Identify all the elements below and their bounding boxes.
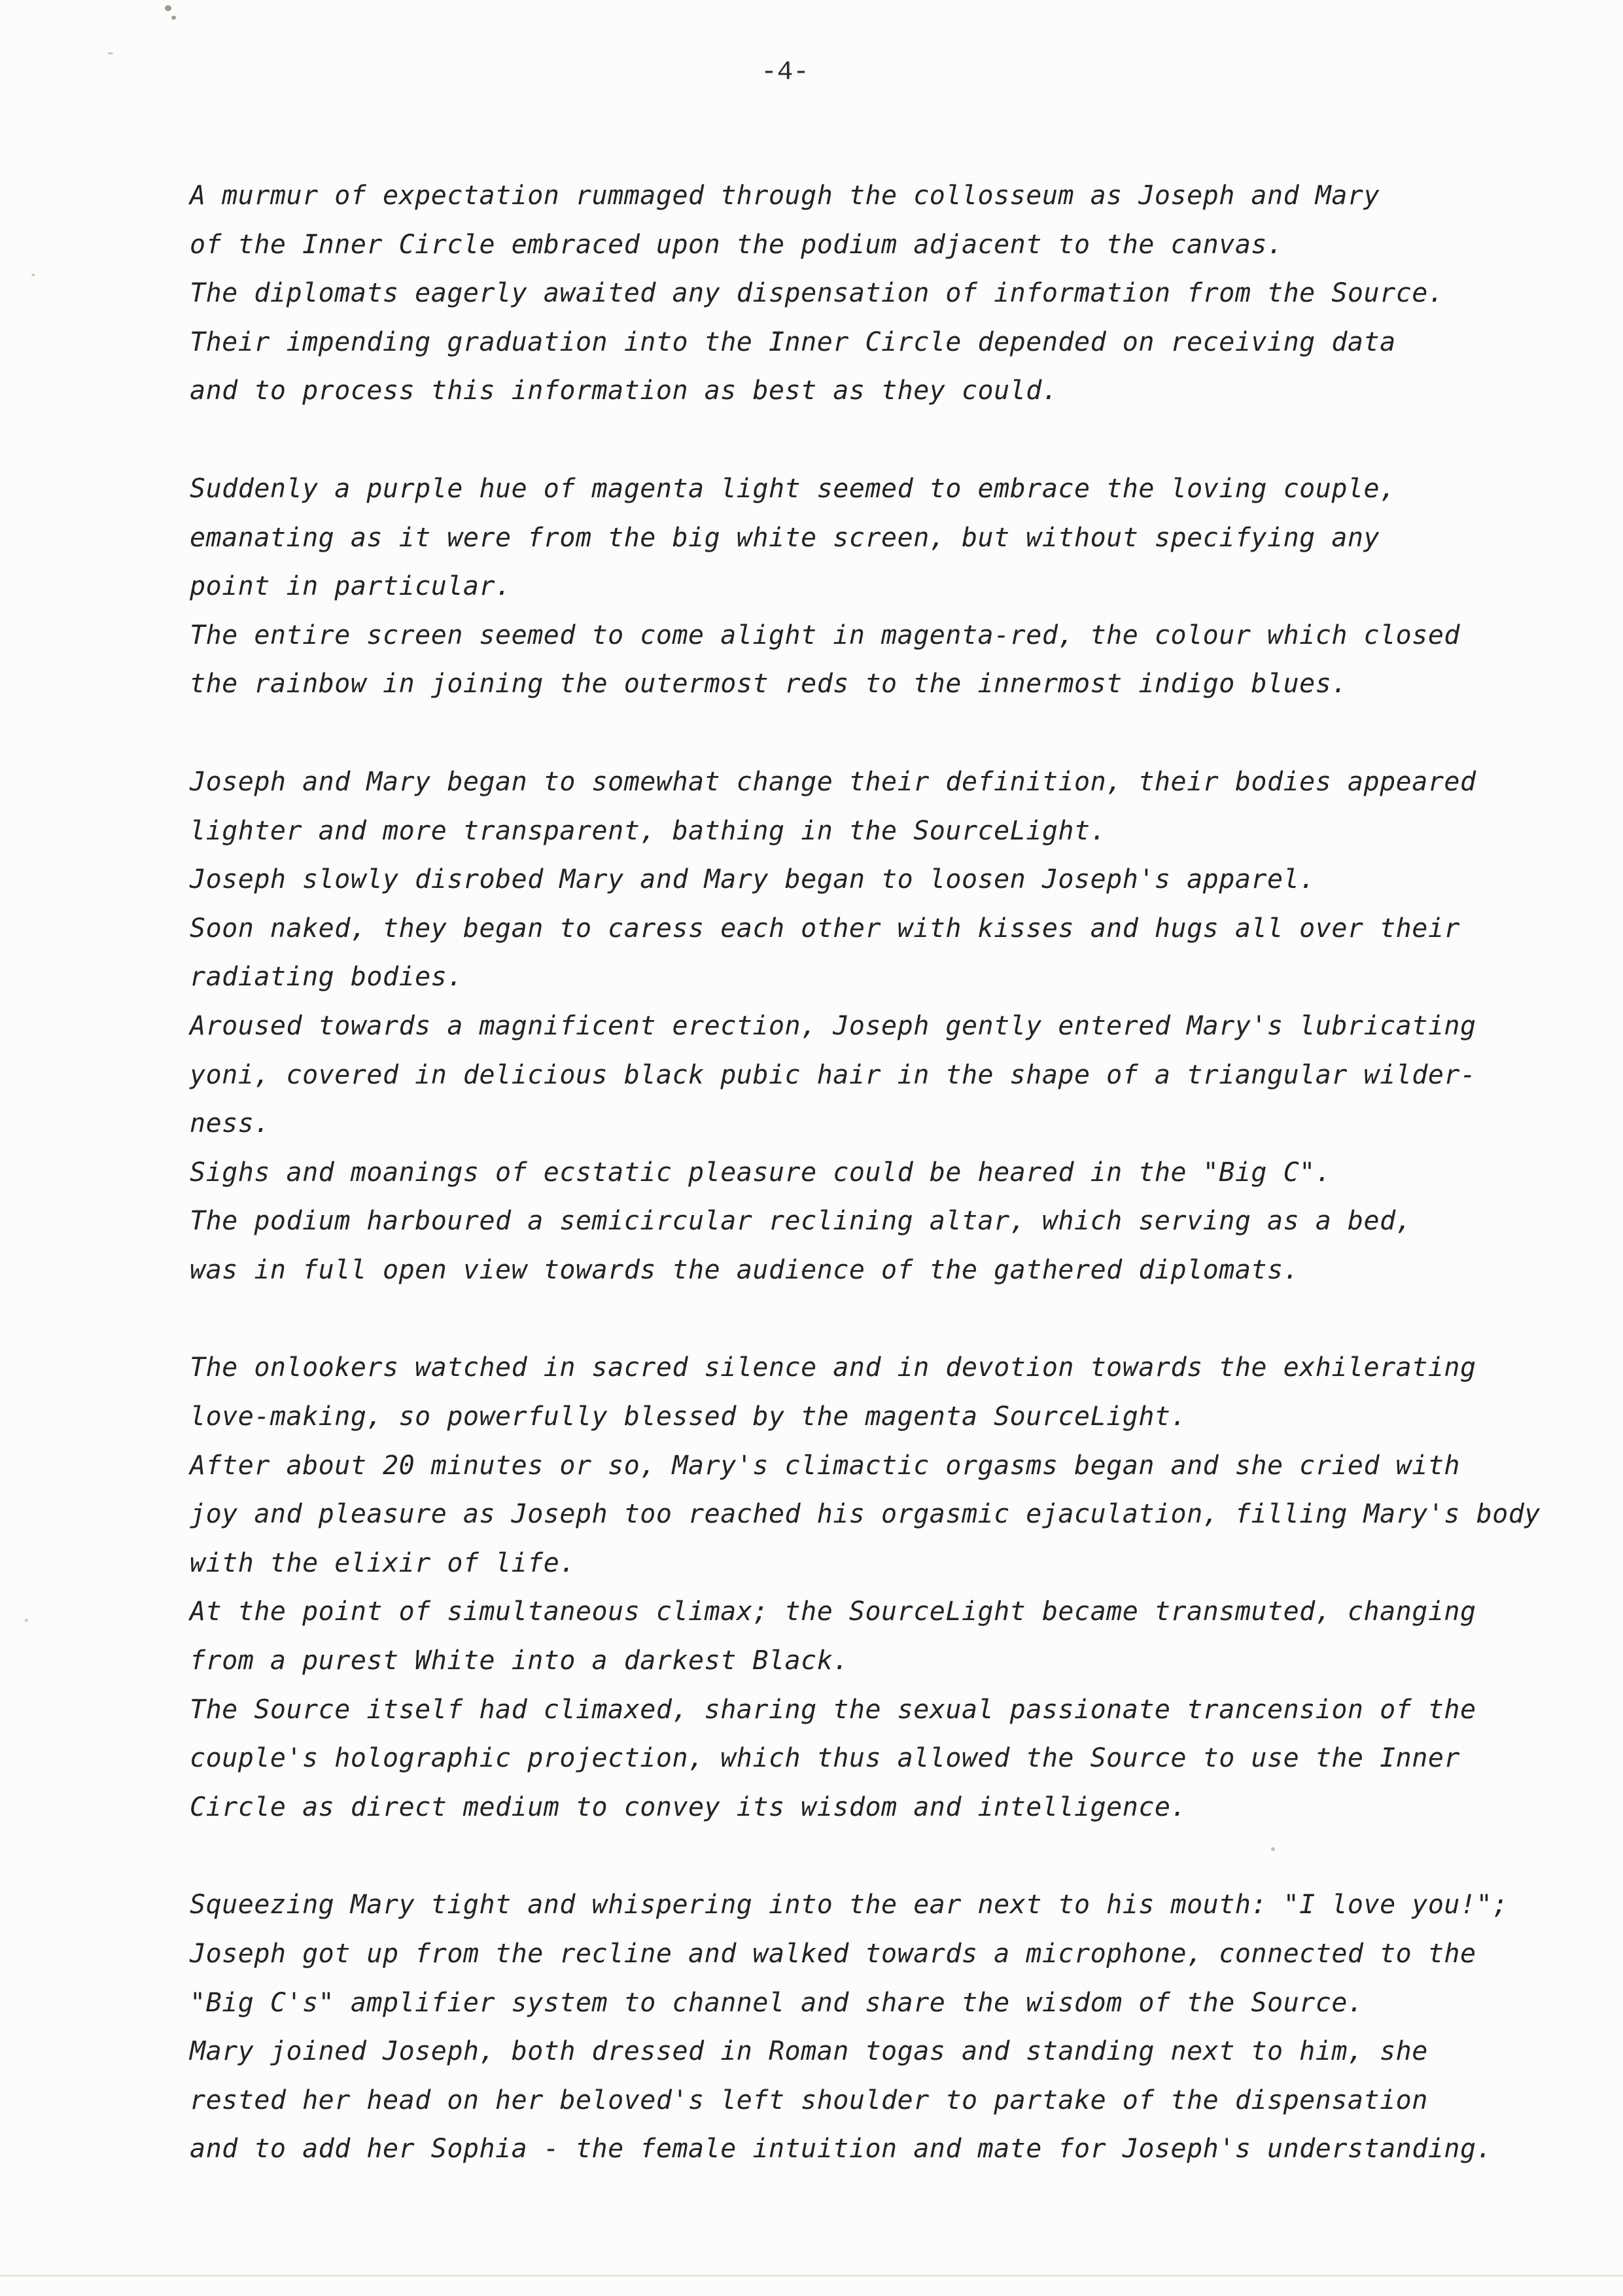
text-line: Joseph slowly disrobed Mary and Mary began to loosen Joseph's apparel. — [190, 864, 1316, 895]
text-line: ness. — [190, 1108, 270, 1139]
text-line: lighter and more transparent, bathing in the SourceLight. — [190, 815, 1107, 846]
bottom-edge-rule — [0, 2275, 1623, 2276]
text-line: The entire screen seemed to come alight in magenta-red, the colour which closed — [190, 620, 1460, 650]
paper-speck — [107, 52, 113, 54]
text-line: At the point of simultaneous climax; the SourceLight became transmuted, changing — [190, 1597, 1476, 1627]
paper-speck — [171, 16, 176, 20]
text-line: rested her head on her beloved's left shoulder to partake of the dispensation — [190, 2085, 1428, 2115]
text-line: Squeezing Mary tight and whispering into the ear next to his mouth: "I love you!"; — [190, 1890, 1509, 1920]
text-line: couple's holographic projection, which thus allowed the Source to use the Inner — [190, 1743, 1460, 1774]
text-line: point in particular. — [190, 571, 512, 602]
paper-speck — [31, 274, 35, 276]
text-line: The onlookers watched in sacred silence and in devotion towards the exhilerating — [190, 1352, 1476, 1383]
text-line: "Big C's" amplifier system to channel and share the wisdom of the Source. — [190, 1987, 1364, 2018]
text-line: from a purest White into a darkest Black. — [190, 1646, 849, 1676]
text-line: Circle as direct medium to convey its wisdom and intelligence. — [190, 1792, 1187, 1822]
text-line: After about 20 minutes or so, Mary's climactic orgasms began and she cried with — [190, 1450, 1460, 1481]
text-line: Mary joined Joseph, both dressed in Roman togas and standing next to him, she — [190, 2036, 1428, 2067]
text-line: Aroused towards a magnificent erection, Joseph gently entered Mary's lubricating — [190, 1010, 1476, 1041]
text-line: of the Inner Circle embraced upon the podium adjacent to the canvas. — [190, 229, 1283, 260]
text-line: Sighs and moanings of ecstatic pleasure could be heared in the "Big C". — [190, 1157, 1332, 1188]
text-line: The podium harboured a semicircular reclining altar, which serving as a bed, — [190, 1206, 1412, 1237]
text-line: love-making, so powerfully blessed by the magenta SourceLight. — [190, 1402, 1187, 1432]
text-line: and to process this information as best as they could. — [190, 376, 1058, 406]
text-line: with the elixir of life. — [190, 1547, 576, 1578]
text-line: joy and pleasure as Joseph too reached his orgasmic ejaculation, filling Mary's body — [190, 1499, 1541, 1530]
paragraph-3 — [190, 758, 1603, 1295]
text-line: the rainbow in joining the outermost reds to the innermost indigo blues. — [190, 669, 1348, 699]
text-line: Joseph got up from the recline and walked towards a microphone, connected to the — [190, 1939, 1476, 1969]
text-line: A murmur of expectation rummaged through the collosseum as Joseph and Mary — [190, 181, 1380, 211]
paragraph-4 — [190, 1343, 1603, 1831]
text-line: yoni, covered in delicious black pubic hair in the shape of a triangular wilder- — [190, 1059, 1476, 1090]
text-line: The Source itself had climaxed, sharing the sexual passionate trancension of the — [190, 1694, 1476, 1725]
text-line: radiating bodies. — [190, 962, 463, 993]
text-line: and to add her Sophia - the female intuition and mate for Joseph's understanding. — [190, 2134, 1493, 2164]
text-line: emanating as it were from the big white screen, but without specifying any — [190, 522, 1380, 553]
text-line: Joseph and Mary began to somewhat change their definition, their bodies appeared — [190, 766, 1476, 797]
paragraph-1 — [190, 171, 1603, 415]
text-line: Suddenly a purple hue of magenta light seemed to embrace the loving couple, — [190, 473, 1396, 504]
text-line: Their impending graduation into the Inner Circle depended on receiving data — [190, 327, 1396, 357]
paragraph-5 — [190, 1881, 1603, 2174]
paragraph-2 — [190, 465, 1603, 709]
body-text — [190, 171, 1603, 2223]
paper-speck — [165, 5, 171, 11]
text-line: was in full open view towards the audience of the gathered diplomats. — [190, 1254, 1300, 1285]
text-line: The diplomats eagerly awaited any dispensation of information from the Source. — [190, 278, 1444, 309]
text-line: Soon naked, they began to caress each other with kisses and hugs all over their — [190, 913, 1460, 944]
page-number: -4- — [761, 58, 809, 88]
paper-speck — [25, 1619, 28, 1622]
